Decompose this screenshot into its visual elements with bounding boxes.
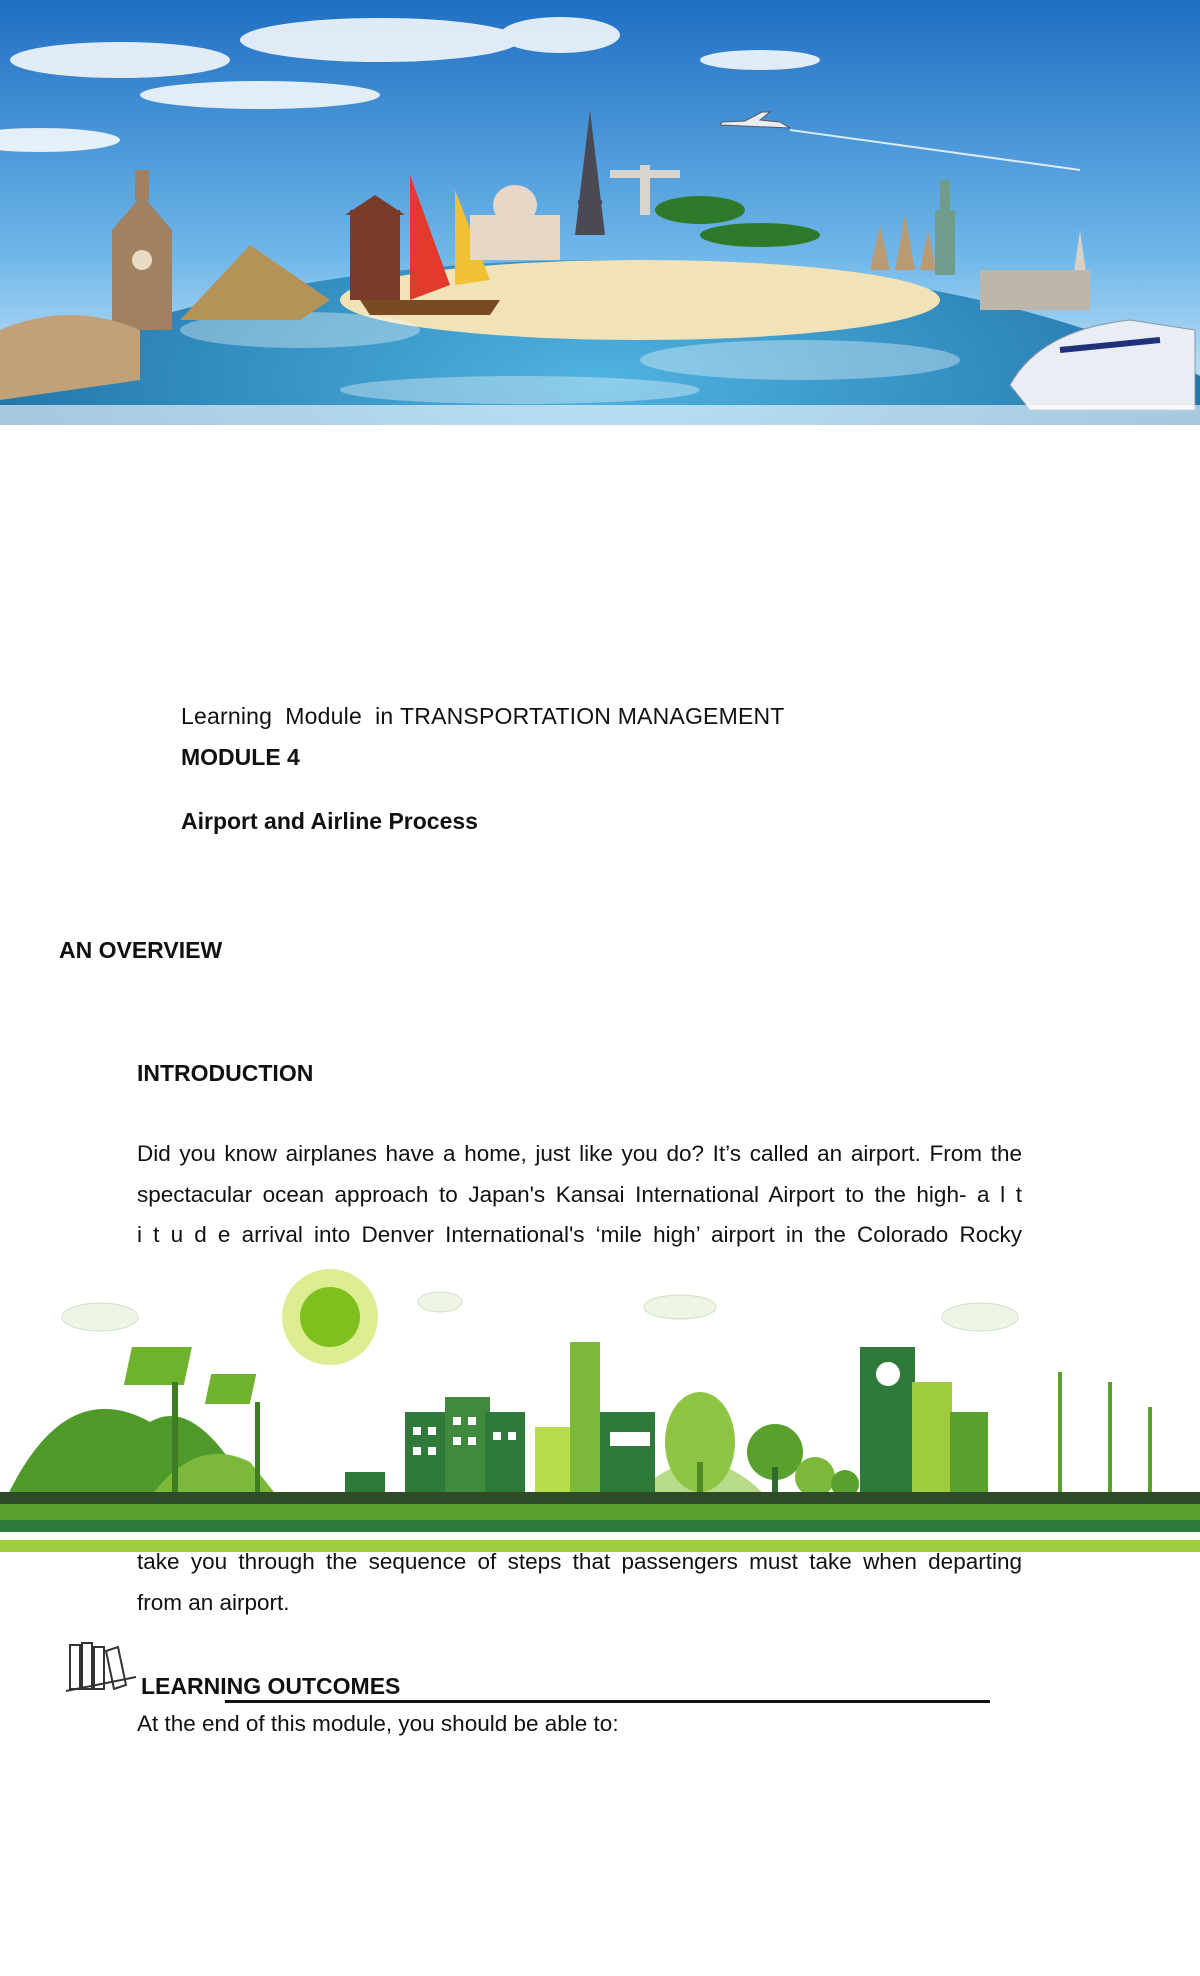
sun-icon [282, 1269, 378, 1365]
heading-underline [225, 1700, 990, 1703]
paragraph-line: spectacular ocean approach to Japan's Kansai International Airport to the high- a l t [137, 1181, 1022, 1207]
module-course-line [181, 703, 785, 730]
paragraph-line: from an airport. [137, 1589, 290, 1615]
pagoda-icon [345, 195, 405, 300]
module-prefix: Learning Module in [181, 703, 394, 729]
paragraph-line: take you through the sequence of steps that passengers must take when departing [137, 1549, 1022, 1574]
green-city-image [0, 1262, 1200, 1552]
module-title: Airport and Airline Process [181, 808, 478, 834]
learning-outcomes-lead: At the end of this module, you should be able to: [137, 1711, 619, 1736]
overview-heading: AN OVERVIEW [59, 937, 223, 963]
paragraph-line: i t u d e arrival into Denver International's ‘mile high’ airport in the Colorado Rocky [137, 1222, 1022, 1247]
introduction-paragraph-continued [137, 1542, 1022, 1623]
books-icon [66, 1637, 136, 1697]
paragraph-line: Did you know airplanes have a home, just like you do? It’s called an airport. From the [137, 1141, 1022, 1166]
module-subject: TRANSPORTATION MANAGEMENT [400, 703, 785, 729]
introduction-paragraph [137, 1134, 1022, 1256]
travel-banner-image [0, 0, 1200, 425]
landmarks-globe-illustration [0, 0, 1200, 425]
learning-outcomes-heading: LEARNING OUTCOMES [141, 1673, 401, 1699]
green-city-illustration [0, 1262, 1200, 1552]
module-number: MODULE 4 [181, 744, 300, 770]
introduction-heading: INTRODUCTION [137, 1060, 314, 1086]
